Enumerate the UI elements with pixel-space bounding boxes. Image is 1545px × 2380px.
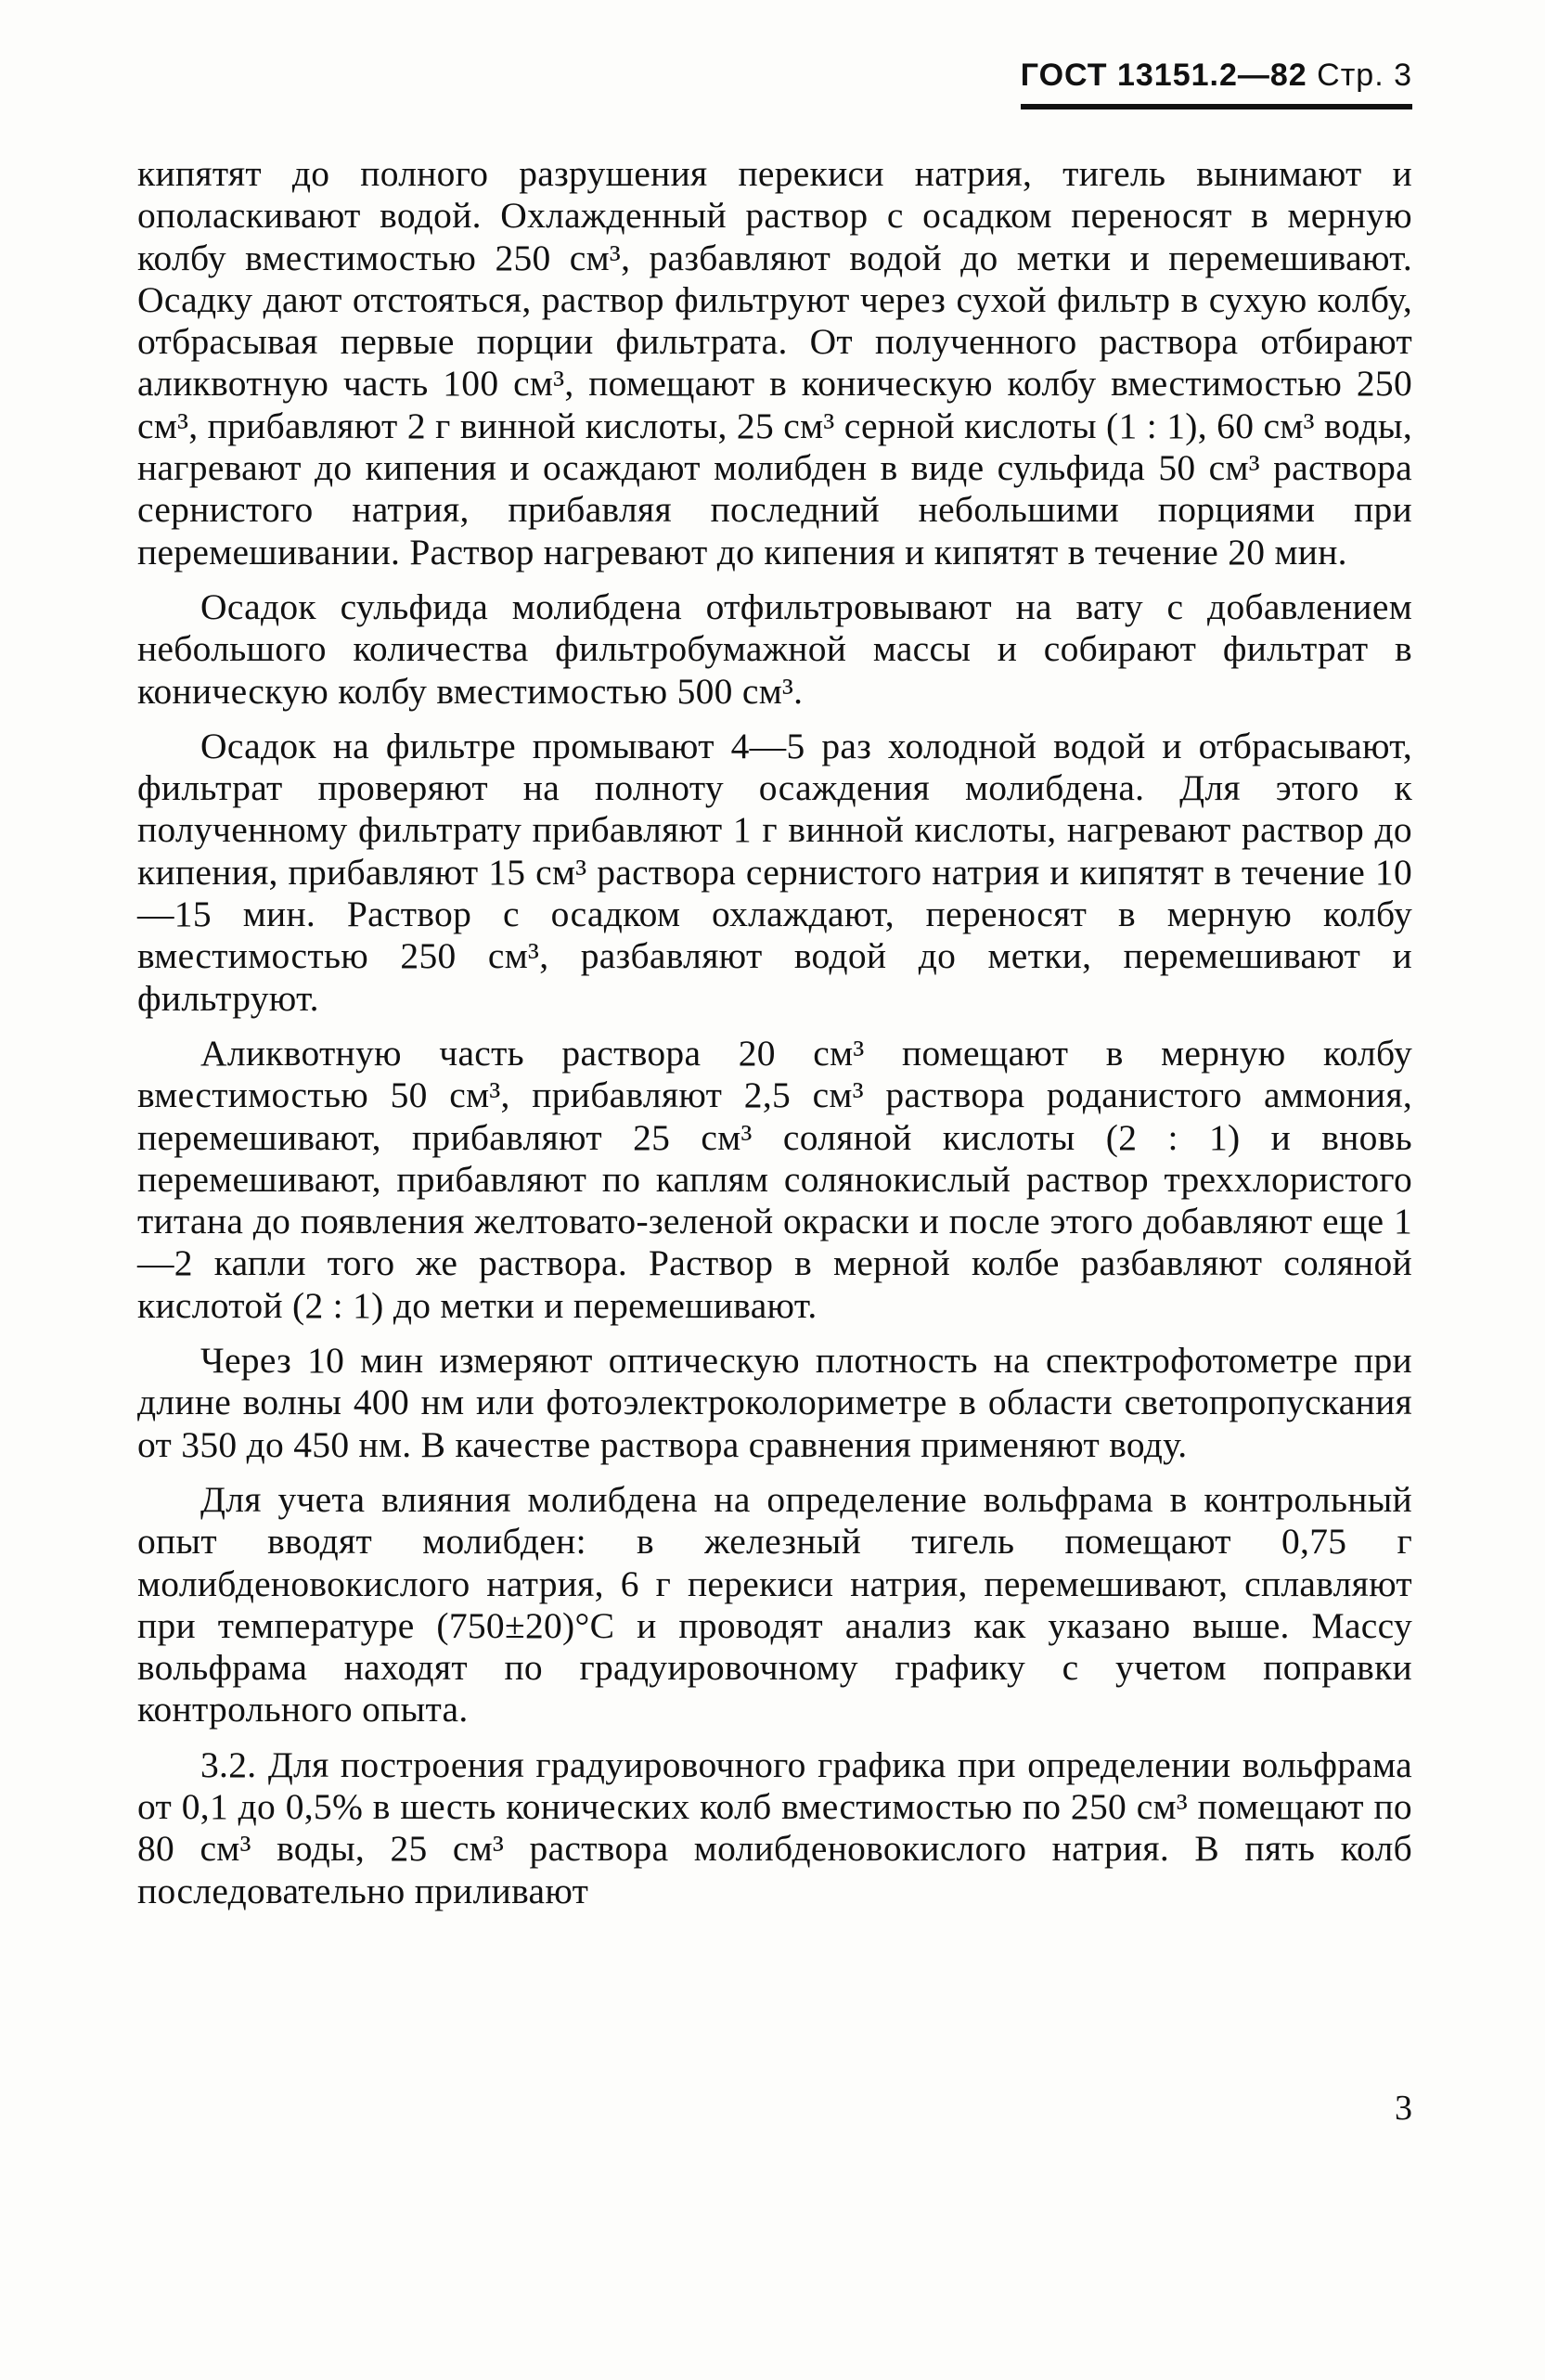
running-header bbox=[1021, 58, 1412, 94]
header-doc-number: ГОСТ 13151.2—82 bbox=[1020, 58, 1307, 93]
paragraph: Осадок на фильтре промывают 4—5 раз холодной водой и отбрасывают, фильтрат проверяют на полноту осаждения молибдена. Для этого к полученному фильтрату прибавляют 1 г винной кислоты, нагревают раствор до кипения, прибавляют 15 см³ раствора сернистого натрия и кипятят в течение 10—15 мин. Раствор с осадком охлаждают, переносят в мерную колбу вместимостью 250 см³, разбавляют водой до метки, перемешивают и фильтруют. bbox=[137, 725, 1412, 1019]
paragraph: Осадок сульфида молибдена отфильтровывают на вату с добавлением небольшого количества фильтробумажной массы и собирают фильтрат в коническую колбу вместимостью 500 см³. bbox=[137, 585, 1412, 712]
header-page-label: Стр. 3 bbox=[1317, 58, 1412, 93]
paragraph: 3.2. Для построения градуировочного графика при определении вольфрама от 0,1 до 0,5% в шесть конических колб вместимостью по 250 см³ помещают по 80 см³ воды, 25 см³ раствора молибденовокислого натрия. В пять колб последовательно приливают bbox=[137, 1743, 1412, 1911]
paragraph: Для учета влияния молибдена на определение вольфрама в контрольный опыт вводят молибден: в железный тигель помещают 0,75 г молибденовокислого натрия, 6 г перекиси натрия, перемешивают, сплавляют при температуре (750±20)°С и проводят анализ как указано выше. Массу вольфрама находят по градуировочному графику с учетом поправки контрольного опыта. bbox=[137, 1478, 1412, 1730]
paragraph: кипятят до полного разрушения перекиси натрия, тигель вынимают и ополаскивают водой. Охлажденный раствор с осадком переносят в мерную колбу вместимостью 250 см³, разбавляют водой до метки и перемешивают. Осадку дают отстояться, раствор фильтруют через сухой фильтр в сухую колбу, отбрасывая первые порции фильтрата. От полученного раствора отбирают аликвотную часть 100 см³, помещают в коническую колбу вместимостью 250 см³, прибавляют 2 г винной кислоты, 25 см³ серной кислоты (1 : 1), 60 см³ воды, нагревают до кипения и осаждают молибден в виде сульфида 50 см³ раствора сернистого натрия, прибавляя последний небольшими порциями при перемешивании. Раствор нагревают до кипения и кипятят в течение 20 мин. bbox=[137, 153, 1412, 572]
header-rule bbox=[1021, 104, 1412, 109]
paragraph: Через 10 мин измеряют оптическую плотность на спектрофотометре при длине волны 400 нм или фотоэлектроколориметре в области светопропускания от 350 до 450 нм. В качестве раствора сравнения применяют воду. bbox=[137, 1340, 1412, 1465]
body-text bbox=[137, 153, 1412, 1925]
page-number: 3 bbox=[1395, 2089, 1412, 2128]
paragraph: Аликвотную часть раствора 20 см³ помещают в мерную колбу вместимостью 50 см³, прибавляют 2,5 см³ раствора роданистого аммония, перемешивают, прибавляют 25 см³ соляной кислоты (2 : 1) и вновь перемешивают, прибавляют по каплям солянокислый раствор треххлористого титана до появления желтовато-зеленой окраски и после этого добавляют еще 1—2 капли того же раствора. Раствор в мерной колбе разбавляют соляной кислотой (2 : 1) до метки и перемешивают. bbox=[137, 1032, 1412, 1326]
